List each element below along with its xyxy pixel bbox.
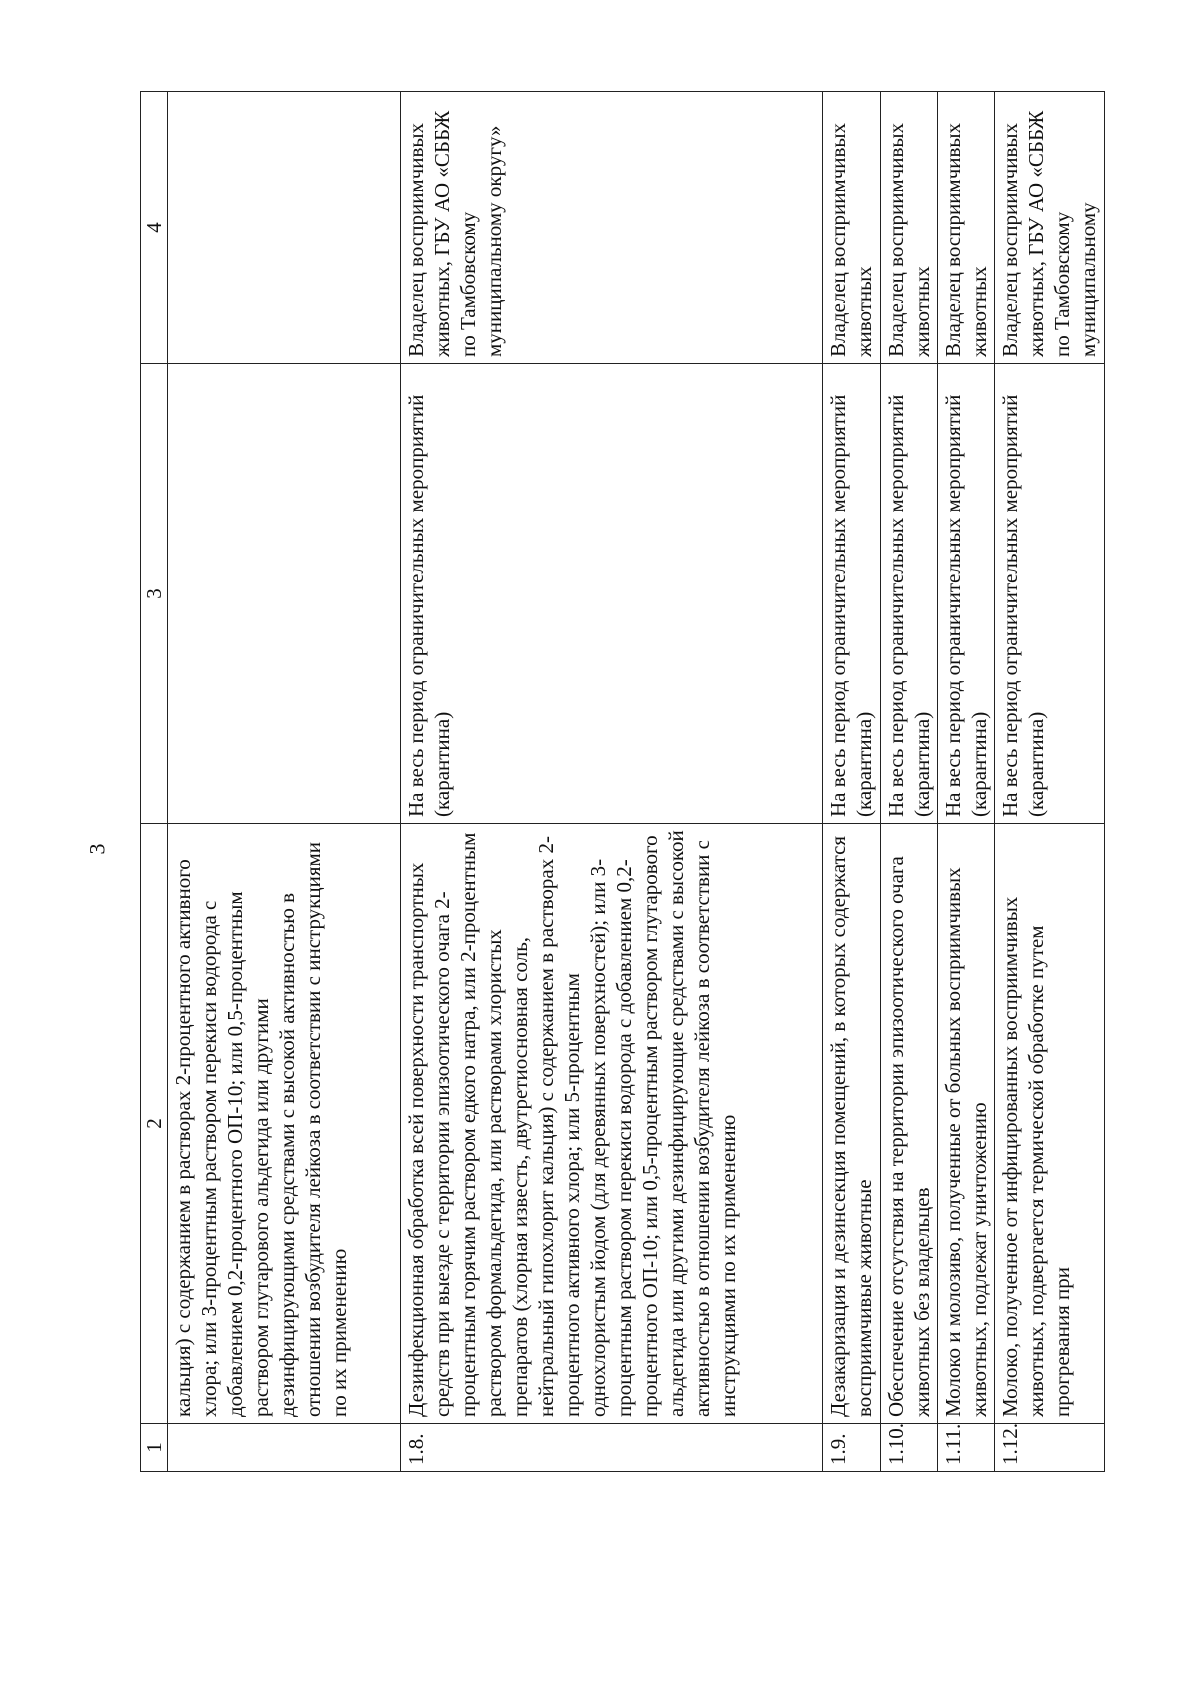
header-col-3: 3: [141, 364, 168, 824]
header-col-4: 4: [141, 92, 168, 364]
row-measure: Дезакаризация и дезинсекция помещений, в которых содержатся восприимчивые животные: [823, 824, 880, 1424]
row-term: На весь период ограничительных мероприятий (карантина): [938, 364, 995, 824]
table-row: [880, 92, 937, 1472]
row-term: На весь период ограничительных мероприятий (карантина): [880, 364, 937, 824]
row-term: На весь период ограничительных мероприятий (карантина): [401, 364, 823, 824]
row-responsible: Владелец восприимчивых животных: [880, 92, 937, 364]
row-measure: Молоко и молозиво, полученные от больных восприимчивых животных, подлежат уничтожению: [938, 824, 995, 1424]
table-row: [938, 92, 995, 1472]
row-responsible: [168, 92, 401, 364]
row-number: 1.8.: [401, 1424, 823, 1472]
row-responsible: Владелец восприимчивых животных: [938, 92, 995, 364]
row-measure: Дезинфекционная обработка всей поверхности транспортных средств при выезде с территории эпизоотического очага 2-процентным горячим раствором едкого натра, или 2-процентным раствором формальдегида, или растворами хлористых препаратов (хлорная известь, двутретиосновная соль, нейтральный гипохлорит кальция) с содержанием в растворах 2-процентного активного хлора; или 5-процентным однохлористым йодом (для деревянных поверхностей); или 3-процентным раствором перекиси водорода с добавлением 0,2-процентного ОП-10; или 0,5-процентным раствором глутарового альдегида или другими дезинфицирующие средствами с высокой активностью в отношении возбудителя лейкоза в соответствии с инструкциями по их применению: [401, 824, 823, 1424]
row-term: На весь период ограничительных мероприятий (карантина): [995, 364, 1105, 824]
table-row: [823, 92, 880, 1472]
row-number: 1.10.: [880, 1424, 937, 1472]
row-number: 1.9.: [823, 1424, 880, 1472]
measures-table: [140, 91, 1105, 1472]
row-measure: Молоко, полученное от инфицированных восприимчивых животных, подвергается термической обработке путем прогревания при: [995, 824, 1105, 1424]
row-term: [168, 364, 401, 824]
row-term: На весь период ограничительных мероприятий (карантина): [823, 364, 880, 824]
table-row: [401, 92, 823, 1472]
row-measure: кальция) с содержанием в растворах 2-процентного активного хлора; или 3-процентным раствором перекиси водорода с добавлением 0,2-процентного ОП-10; или 0,5-процентным раствором глутарового альдегида или другими дезинфицирующими средствами с высокой активностью в отношении возбудителя лейкоза в соответствии с инструкциями по их применению: [168, 824, 401, 1424]
rotated-page: [140, 92, 1105, 1472]
row-number: 1.11.: [938, 1424, 995, 1472]
header-col-1: 1: [141, 1424, 168, 1472]
row-responsible: Владелец восприимчивых животных, ГБУ АО «СББЖ по Тамбовскому муниципальному округу»: [401, 92, 823, 364]
row-measure: Обеспечение отсутствия на территории эпизоотического очага животных без владельцев: [880, 824, 937, 1424]
header-col-2: 2: [141, 824, 168, 1424]
row-responsible: Владелец восприимчивых животных: [823, 92, 880, 364]
table-header-row: [141, 92, 168, 1472]
table-row: [168, 92, 401, 1472]
row-responsible: Владелец восприимчивых животных, ГБУ АО «СББЖ по Тамбовскому муниципальному: [995, 92, 1105, 364]
row-number: [168, 1424, 401, 1472]
table-row: [995, 92, 1105, 1472]
row-number: 1.12.: [995, 1424, 1105, 1472]
page-number: 3: [84, 843, 110, 855]
